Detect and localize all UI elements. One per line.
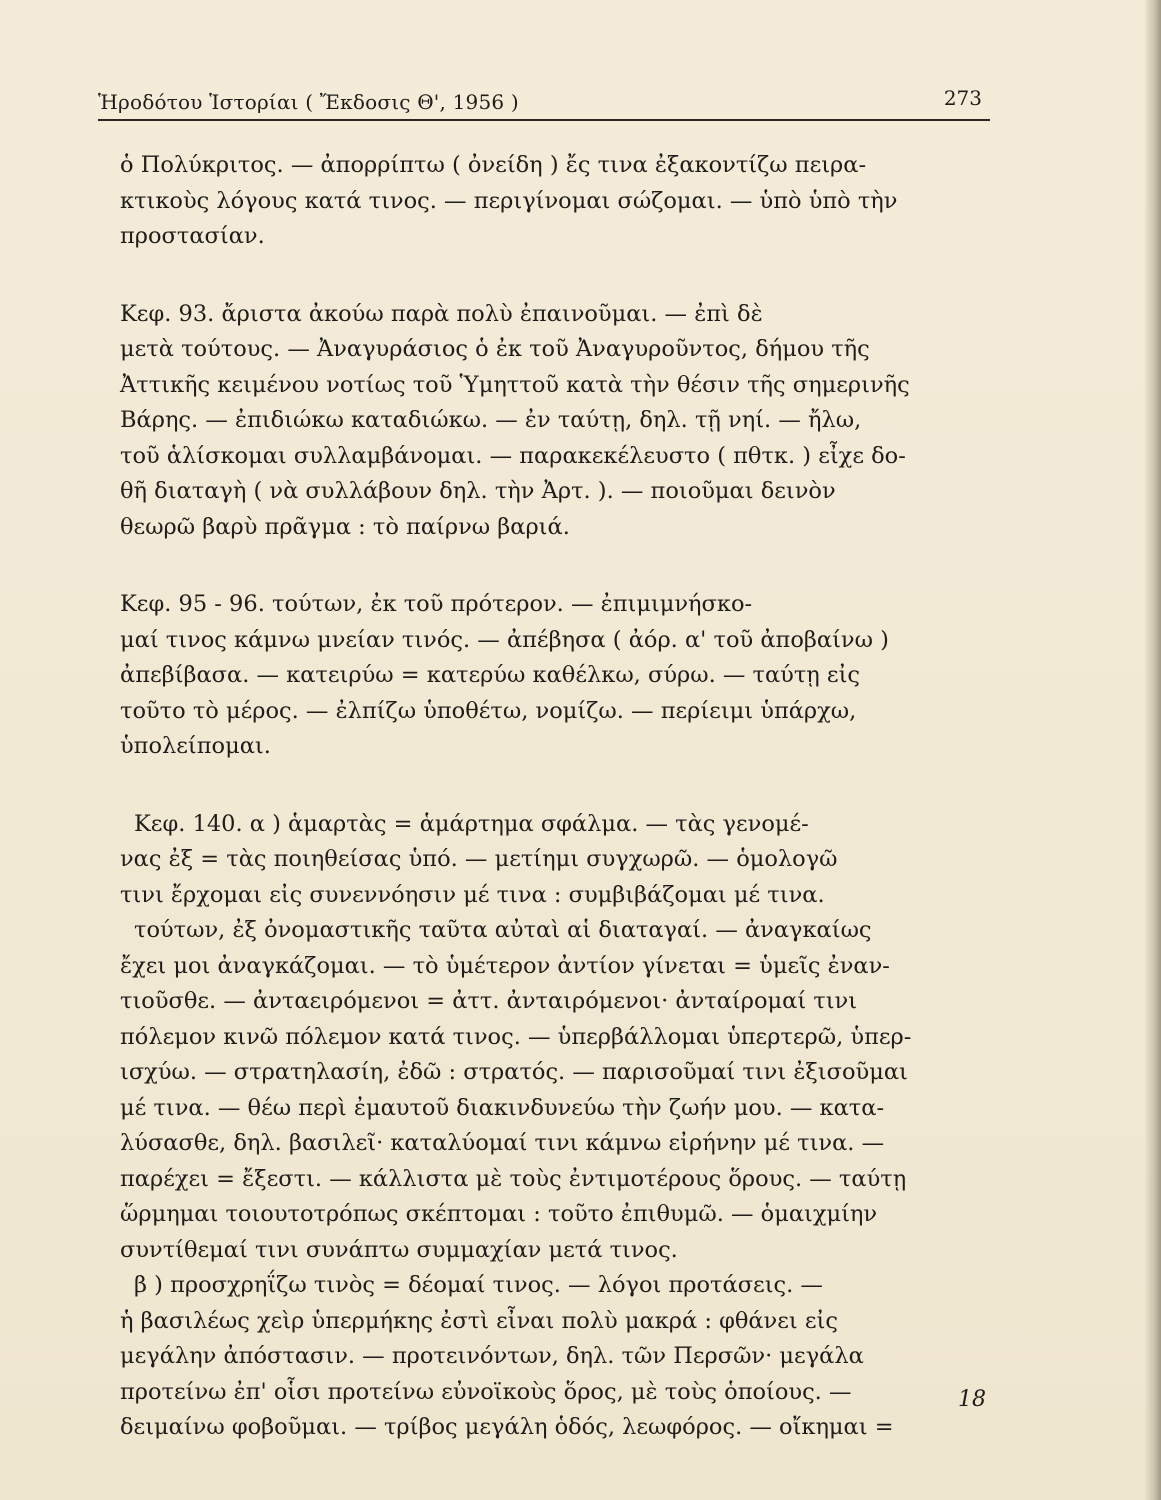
text-line: θεωρῶ βαρὺ πρᾶγμα : τὸ παίρνω βαριά.	[120, 513, 570, 540]
text-line: ἀπεβίβασα. — κατειρύω = κατερύω καθέλκω, σύρω. — ταύτῃ εἰς	[120, 662, 861, 688]
text-line: κτικοὺς λόγους κατά τινος. — περιγίνομαι σώζομαι. — ὑπὸ ὑπὸ τὴν	[120, 187, 898, 214]
text-line: λύσασθε, δηλ. βασιλεῖ· καταλύομαί τινι κάμνω εἰρήνην μέ τινα. —	[120, 1130, 885, 1156]
signature-mark: 18	[958, 1387, 986, 1412]
text-line: β ) προσχρηΐζω τινὸς = δέομαί τινος. — λόγοι προτάσεις. —	[134, 1272, 823, 1298]
page-edge-shadow	[1145, 0, 1161, 1500]
text-line: μαί τινος κάμνω μνείαν τινός. — ἀπέβησα ( ἀόρ. α' τοῦ ἀποβαίνω )	[120, 626, 889, 653]
text-line: ὁ Πολύκριτος. — ἀπορρίπτω ( ὀνείδη ) ἔς τινα ἐξακοντίζω πειρα-	[120, 152, 867, 178]
section-line-kef-140: Κεφ. 140. α ) ἁμαρτὰς = ἁμάρτημα σφάλμα. — τὰς γενομέ-	[134, 810, 809, 837]
text-line: ἔχει μοι ἀναγκάζομαι. — τὸ ὑμέτερον ἀντίον γίνεται = ὑμεῖς ἐναν-	[120, 952, 890, 979]
text-line: ὥρμημαι τοιουτοτρόπως σκέπτομαι : τοῦτο ἐπιθυμῶ. — ὁμαιχμίην	[120, 1201, 878, 1227]
text-line: τοῦ ἁλίσκομαι συλλαμβάνομαι. — παρακεκέλευστο ( πθτκ. ) εἶχε δο-	[120, 442, 906, 469]
running-head-title: Ἡροδότου Ἱστορίαι ( Ἔκδοσις Θ', 1956 )	[98, 90, 519, 114]
text-line: ὑπολείπομαι.	[120, 733, 271, 759]
text-line: μετὰ τούτους. — Ἀναγυράσιος ὁ ἐκ τοῦ Ἀναγυροῦντος, δήμου τῆς	[120, 336, 870, 362]
text-line: νας ἐξ = τὰς ποιηθείσας ὑπό. — μετίημι συγχωρῶ. — ὁμολογῶ	[120, 846, 838, 872]
text-line: τούτων, ἐξ ὀνομαστικῆς ταῦτα αὐταὶ αἱ διαταγαί. — ἀναγκαίως	[134, 917, 872, 943]
text-line: δειμαίνω φοβοῦμαι. — τρίβος μεγάλη ὁδός, λεωφόρος. — οἴκημαι =	[120, 1414, 894, 1440]
text-line: μέ τινα. — θέω περὶ ἐμαυτοῦ διακινδυνεύω τὴν ζωήν μου. — κατα-	[120, 1094, 885, 1121]
text-line: τοῦτο τὸ μέρος. — ἐλπίζω ὑποθέτω, νομίζω. — περίειμι ὑπάρχω,	[120, 697, 857, 724]
text-line: τινι ἔρχομαι εἰς συνεννόησιν μέ τινα : συμβιβάζομαι μέ τινα.	[120, 881, 825, 908]
running-head	[98, 86, 988, 122]
section-line-kef-93: Κεφ. 93. ἄριστα ἀκούω παρὰ πολὺ ἐπαινοῦμαι. — ἐπὶ δὲ	[120, 300, 763, 327]
section-line-kef-95-96: Κεφ. 95 - 96. τούτων, ἐκ τοῦ πρότερον. — ἐπιμιμνήσκο-	[120, 591, 753, 617]
text-line: προτείνω ἐπ' οἷσι προτείνω εὐνοϊκοὺς ὅρος, μὲ τοὺς ὁποίους. —	[120, 1378, 852, 1405]
glossary-text	[120, 148, 1010, 1446]
text-line: Ἀττικῆς κειμένου νοτίως τοῦ Ὑμηττοῦ κατὰ τὴν θέσιν τῆς σημερινῆς	[120, 371, 910, 398]
text-line: συντίθεμαί τινι συνάπτω συμμαχίαν μετά τινος.	[120, 1236, 678, 1263]
paragraph-gap	[120, 545, 1010, 587]
page-number: 273	[943, 86, 982, 110]
paragraph-gap	[120, 255, 1010, 297]
text-line: Βάρης. — ἐπιδιώκω καταδιώκω. — ἐν ταύτῃ, δηλ. τῇ νηί. — ἤλω,	[120, 407, 862, 433]
paragraph-gap	[120, 765, 1010, 807]
text-line: ισχύω. — στρατηλασίη, ἐδῶ : στρατός. — παρισοῦμαί τινι ἐξισοῦμαι	[120, 1059, 908, 1085]
text-line: τιοῦσθε. — ἀνταειρόμενοι = ἀττ. ἀνταιρόμενοι· ἀνταίρομαί τινι	[120, 988, 858, 1014]
text-line: πόλεμον κινῶ πόλεμον κατά τινος. — ὑπερβάλλομαι ὑπερτερῶ, ὑπερ-	[120, 1023, 912, 1050]
text-line: μεγάλην ἀπόστασιν. — προτεινόντων, δηλ. τῶν Περσῶν· μεγάλα	[120, 1343, 864, 1369]
text-line: προστασίαν.	[120, 223, 265, 249]
text-line: παρέχει = ἔξεστι. — κάλλιστα μὲ τοὺς ἐντιμοτέρους ὅρους. — ταύτῃ	[120, 1165, 907, 1192]
text-line: θῆ διαταγὴ ( νὰ συλλάβουν δηλ. τὴν Ἀρτ. ). — ποιοῦμαι δεινὸν	[120, 478, 836, 504]
header-rule	[98, 119, 990, 121]
text-line: ἡ βασιλέως χεὶρ ὑπερμήκης ἐστὶ εἶναι πολὺ μακρά : φθάνει εἰς	[120, 1307, 838, 1334]
